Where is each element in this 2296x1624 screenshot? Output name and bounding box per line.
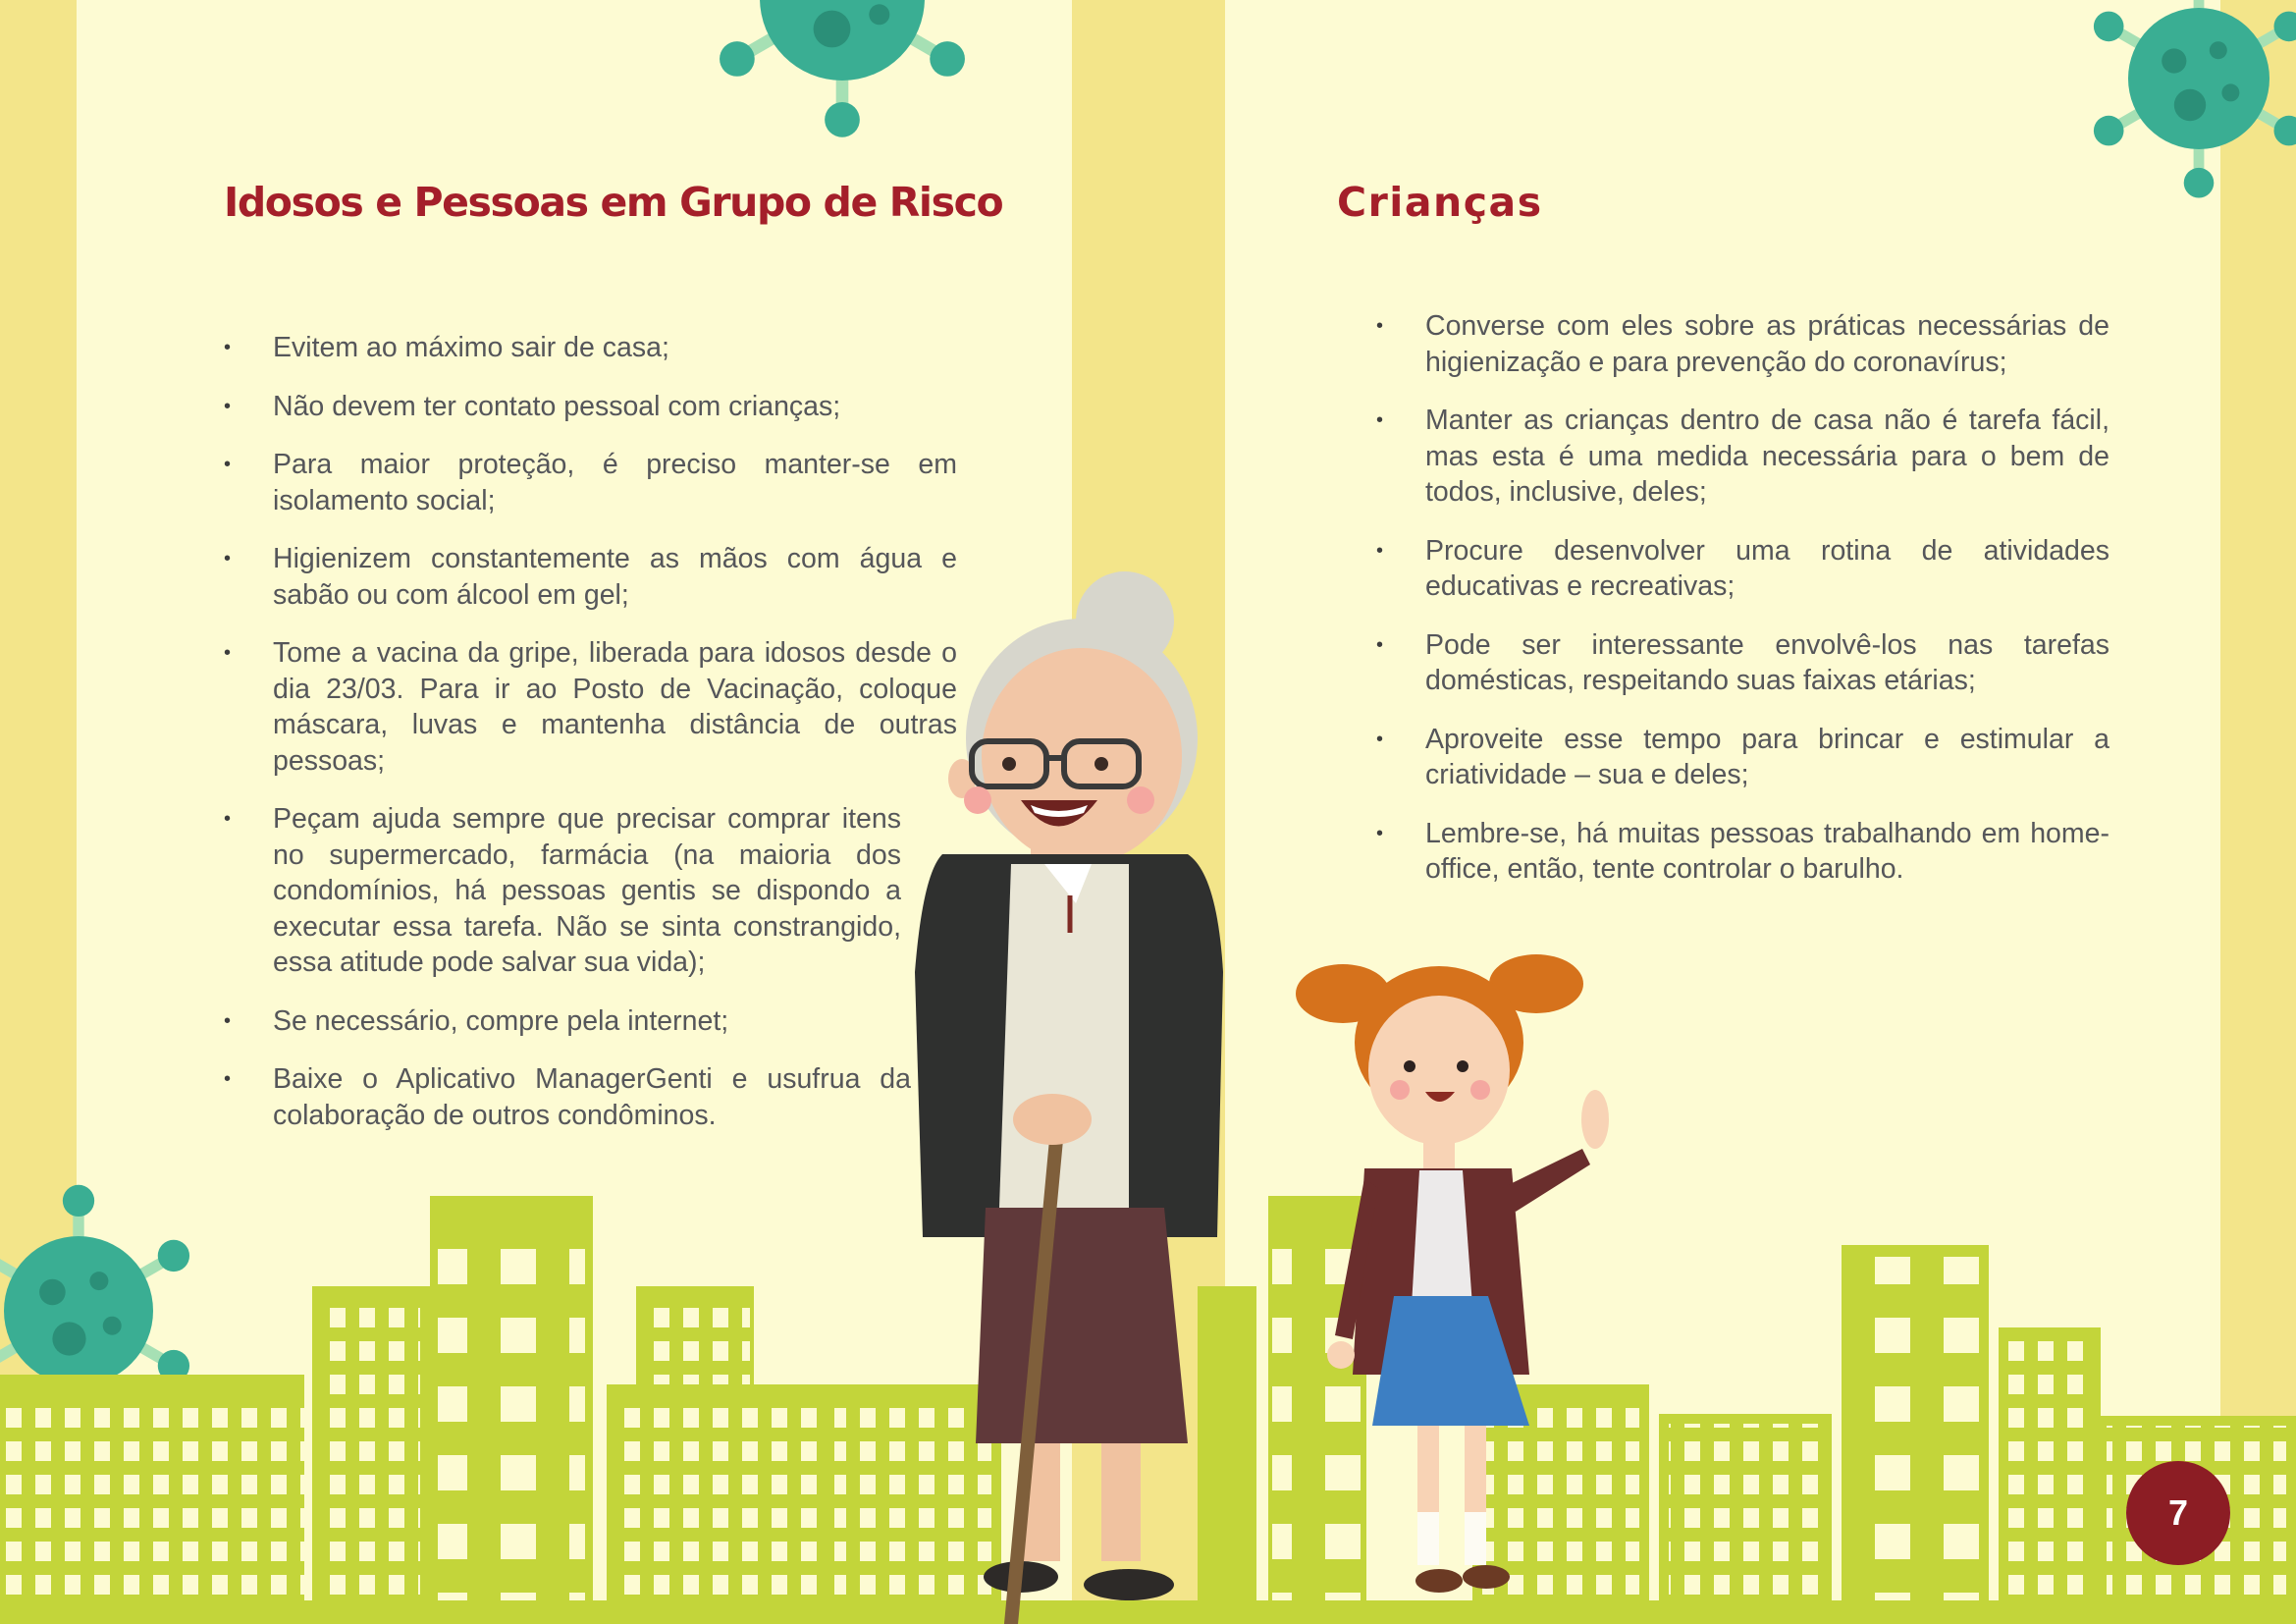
list-item: • Higienizem constantemente as mãos com água e sabão ou com álcool em gel; (224, 541, 957, 613)
section-heading-elderly: Idosos e Pessoas em Grupo de Risco (224, 179, 1003, 226)
list-item: • Lembre-se, há muitas pessoas trabalhando em home-office, então, tente controlar o barulho. (1376, 816, 2109, 888)
list-item: • Para maior proteção, é preciso manter-se em isolamento social; (224, 447, 957, 518)
list-item: • Se necessário, compre pela internet; (224, 1003, 957, 1040)
list-item: • Tome a vacina da gripe, liberada para idosos desde o dia 23/03. Para ir ao Posto de Vacinação, coloque máscara, luvas e mantenha distância de outras pessoas; (224, 635, 957, 779)
list-item: • Peçam ajuda sempre que precisar comprar itens no supermercado, farmácia (na maioria dos condomínios, há pessoas gentis se dispondo a executar essa tarefa. Não se sinta constrangido, essa atitude pode salvar sua vida); (224, 801, 901, 981)
children-advice-list (1376, 308, 2109, 888)
section-heading-children: Crianças (1337, 179, 1543, 226)
list-item: • Manter as crianças dentro de casa não é tarefa fácil, mas esta é uma medida necessária para o bem de todos, inclusive, deles; (1376, 403, 2109, 511)
list-item: • Aproveite esse tempo para brincar e estimular a criatividade – sua e deles; (1376, 722, 2109, 793)
list-item: • Converse com eles sobre as práticas necessárias de higienização e para prevenção do coronavírus; (1376, 308, 2109, 380)
list-item: • Procure desenvolver uma rotina de atividades educativas e recreativas; (1376, 533, 2109, 605)
list-item: • Pode ser interessante envolvê-los nas tarefas domésticas, respeitando suas faixas etárias; (1376, 627, 2109, 699)
list-item: • Evitem ao máximo sair de casa; (224, 330, 957, 366)
list-item: • Baixe o Aplicativo ManagerGenti e usufrua da colaboração de outros condôminos. (224, 1061, 911, 1133)
page-number-badge: 7 (2126, 1461, 2230, 1565)
list-item: • Não devem ter contato pessoal com crianças; (224, 389, 957, 425)
